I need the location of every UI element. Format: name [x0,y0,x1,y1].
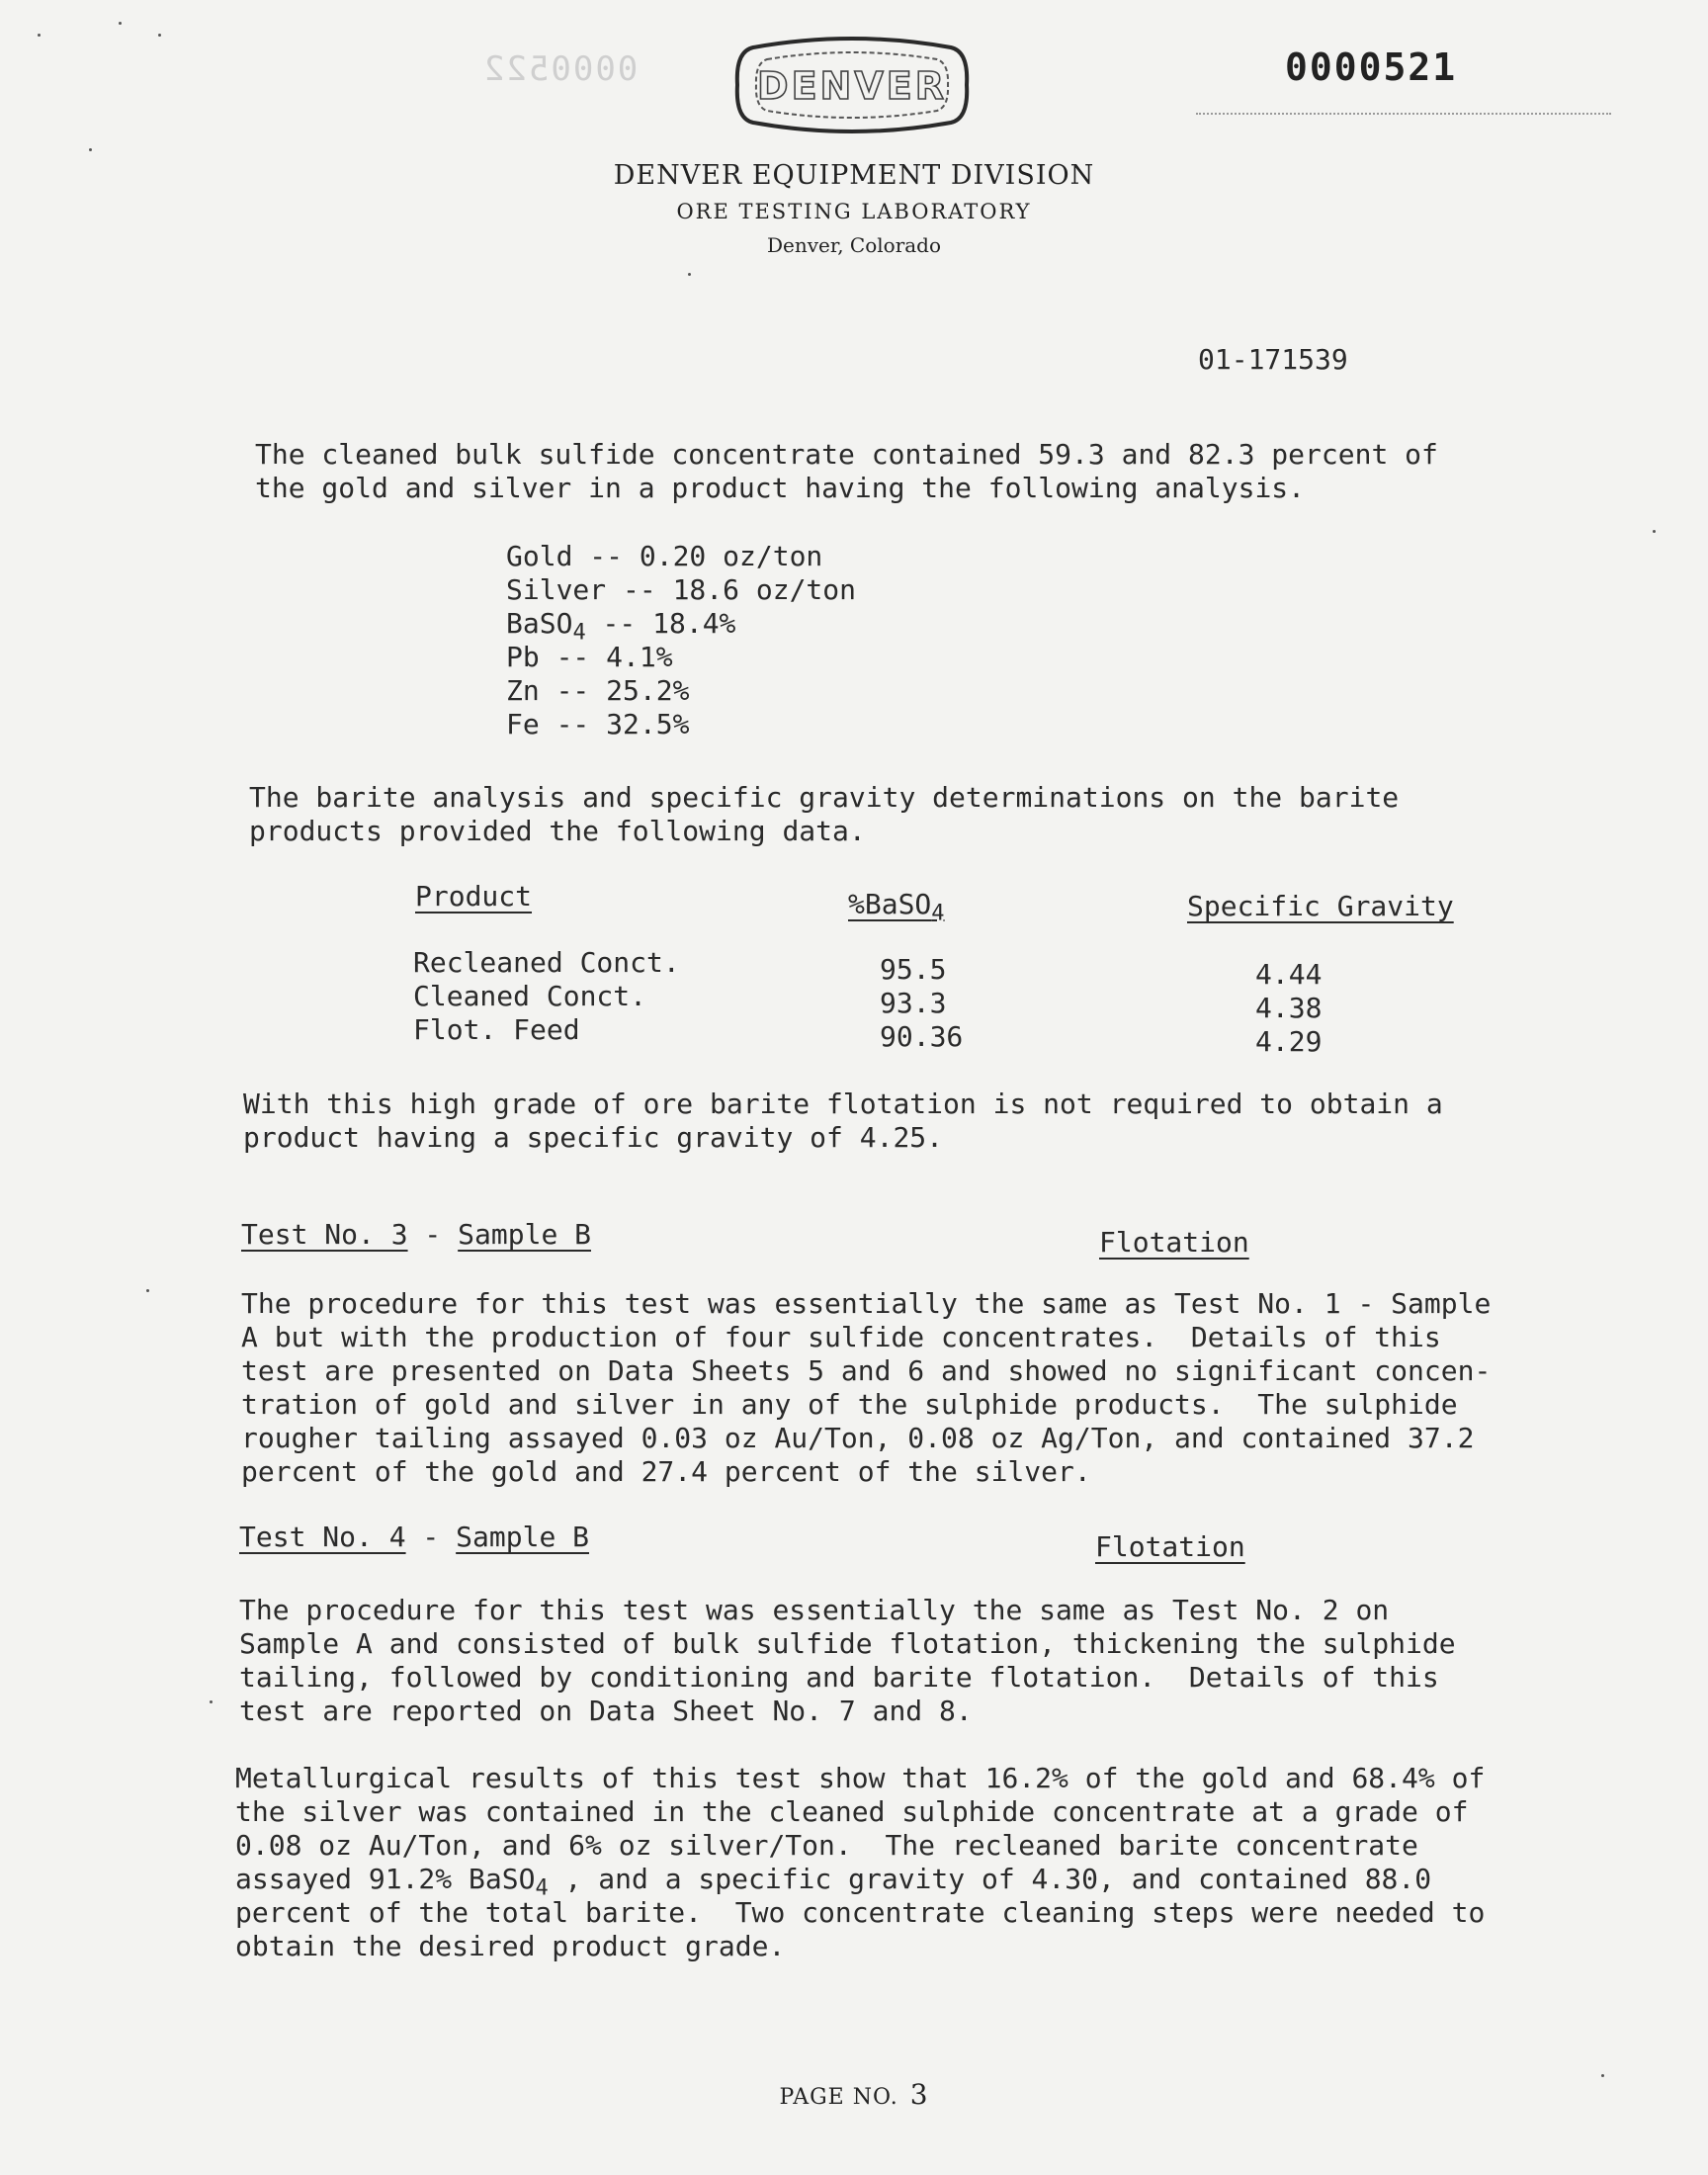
table-header-specific-gravity: Specific Gravity [1187,890,1454,922]
test4-sample: Sample B [456,1521,590,1553]
test3-line: The procedure for this test was essentially the same as Test No. 1 - Sample [241,1287,1492,1320]
test3-dash: - [407,1218,459,1251]
scan-speck [38,34,41,37]
results-line: Metallurgical results of this test show that 16.2% of the gold and 68.4% of [235,1762,1486,1794]
test3-line: test are presented on Data Sheets 5 and 6 and showed no significant concen- [241,1354,1492,1387]
table-row-baso4: 95.5 [880,953,947,986]
test4-dash: - [405,1521,457,1553]
table-row-baso4: 90.36 [880,1020,964,1053]
test3-sample: Sample B [458,1218,592,1251]
lab-name: DENVER EQUIPMENT DIVISION [613,160,1095,191]
table-header-product: Product [415,880,533,913]
barite-note-line: product having a specific gravity of 4.25. [243,1121,944,1154]
table-row-baso4: 93.3 [880,987,947,1019]
scan-speck [210,1700,213,1703]
denver-logo-stamp [733,34,971,136]
ghost-document-number: 0000522 [482,49,639,89]
scan-speck [158,34,161,37]
divider [1196,113,1611,115]
test4-line: test are reported on Data Sheet No. 7 and 8. [239,1695,973,1727]
analysis-baso4-pre: BaSO [506,607,573,640]
test3-heading [241,1218,591,1252]
scan-speck [1601,2074,1604,2077]
results-line4-pre: assayed 91.2% BaSO [235,1863,536,1895]
table-header-baso4-sub: 4 [931,901,945,926]
scan-speck [119,22,122,25]
test4-heading [239,1521,589,1554]
lab-city: Denver, Colorado [766,233,942,257]
test4-line: tailing, followed by conditioning and barite flotation. Details of this [239,1661,1439,1694]
barite-note-line: With this high grade of ore barite flotation is not required to obtain a [243,1088,1443,1120]
barite-intro-line: products provided the following data. [249,815,866,847]
analysis-pb: Pb -- 4.1% [506,641,673,673]
analysis-baso4-post: -- 18.4% [585,607,736,640]
table-header-baso4 [848,888,945,931]
table-row-product: Recleaned Conct. [413,946,680,979]
test3-line: tration of gold and silver in any of the sulphide products. The sulphide [241,1388,1458,1421]
results-line: obtain the desired product grade. [235,1930,786,1962]
test3-line: rougher tailing assayed 0.03 oz Au/Ton, 0.08 oz Ag/Ton, and contained 37.2 [241,1422,1475,1454]
intro-line: the gold and silver in a product having the following analysis. [255,472,1306,504]
document-number: 0000521 [1285,45,1458,89]
results-line: percent of the total barite. Two concentrate cleaning steps were needed to [235,1896,1486,1929]
analysis-zn: Zn -- 25.2% [506,674,690,707]
page-number [0,2078,1708,2111]
test4-line: The procedure for this test was essentially the same as Test No. 2 on [239,1594,1390,1626]
test3-number: Test No. 3 [241,1218,408,1251]
scan-speck [1653,530,1656,533]
logo-text: DENVER [757,64,947,108]
results-line4-sub: 4 [535,1875,549,1901]
scan-speck [89,148,92,151]
analysis-fe: Fe -- 32.5% [506,708,690,740]
test4-type: Flotation [1095,1530,1245,1563]
table-header-baso4-pre: %BaSO [848,888,932,920]
table-row-product: Cleaned Conct. [413,980,647,1012]
results-line: the silver was contained in the cleaned sulphide concentrate at a grade of [235,1795,1469,1828]
results-line4-post: , and a specific gravity of 4.30, and contained 88.0 [548,1863,1432,1895]
table-row-sg: 4.44 [1255,958,1323,991]
test4-number: Test No. 4 [239,1521,406,1553]
test3-line: A but with the production of four sulfide concentrates. Details of this [241,1321,1441,1353]
table-row-sg: 4.29 [1255,1025,1323,1058]
lab-subtitle: ORE TESTING LABORATORY [676,200,1032,223]
page-number-value: 3 [909,2078,929,2111]
intro-line: The cleaned bulk sulfide concentrate contained 59.3 and 82.3 percent of [255,438,1438,471]
page-label: PAGE NO. [779,2085,898,2110]
barite-intro-line: The barite analysis and specific gravity determinations on the barite [249,781,1400,814]
test3-line: percent of the gold and 27.4 percent of the silver. [241,1455,1091,1488]
reference-code: 01-171539 [1198,343,1348,376]
analysis-baso4-sub: 4 [572,620,586,646]
analysis-gold: Gold -- 0.20 oz/ton [506,540,823,572]
scan-speck [688,273,691,276]
table-row-sg: 4.38 [1255,992,1323,1024]
table-row-product: Flot. Feed [413,1013,580,1046]
test3-type: Flotation [1099,1226,1249,1259]
scan-speck [146,1289,149,1292]
test4-line: Sample A and consisted of bulk sulfide flotation, thickening the sulphide [239,1627,1456,1660]
analysis-silver: Silver -- 18.6 oz/ton [506,573,857,606]
results-line: 0.08 oz Au/Ton, and 6% oz silver/Ton. The recleaned barite concentrate [235,1829,1418,1862]
